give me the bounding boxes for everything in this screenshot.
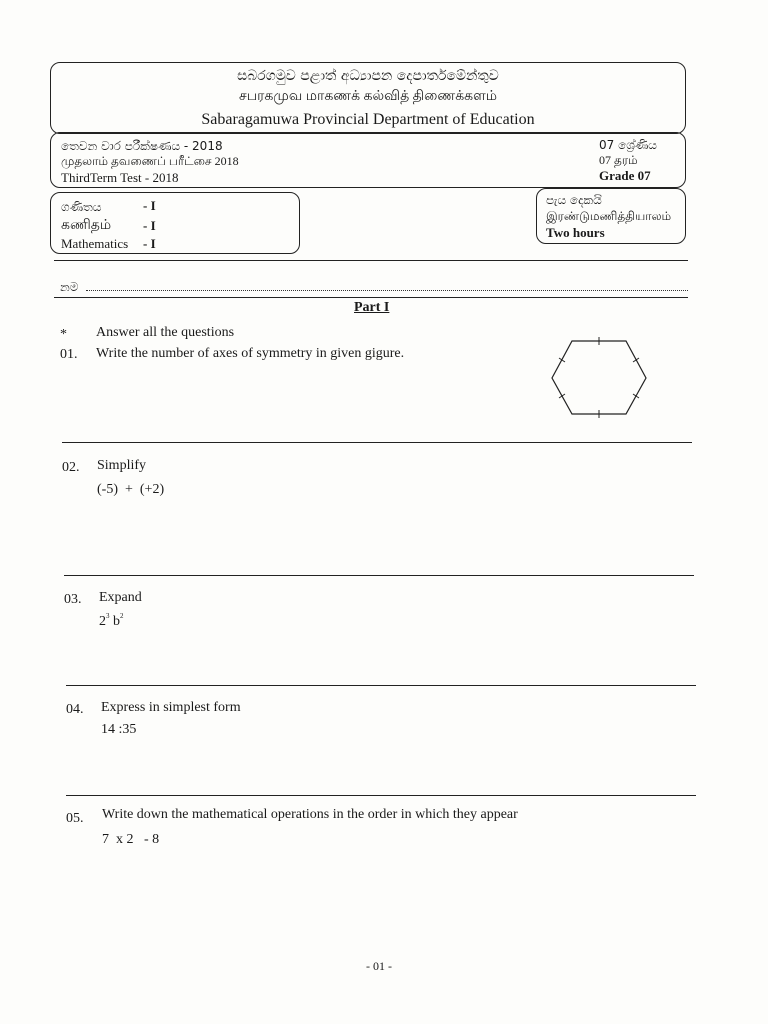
subject-sinhala-part: - I — [143, 198, 156, 213]
test-info-box — [50, 132, 686, 188]
header-english: Sabaragamuwa Provincial Department of Education — [201, 111, 535, 128]
question-expr-5: 7 x 2 - 8 — [102, 832, 160, 847]
expr-exponent-2: 2 — [120, 612, 124, 620]
duration-english: Two hours — [546, 225, 605, 240]
question-text-3: Expand — [99, 590, 142, 605]
grade-sinhala: 07 ශ්‍රේණිය — [599, 138, 657, 152]
subject-english: Mathematics — [61, 236, 129, 251]
subject-tamil-part: - I — [143, 218, 156, 233]
question-text-5: Write down the mathematical operations in the order in which they appear — [102, 807, 518, 822]
subject-box — [50, 192, 300, 254]
name-label: නම — [60, 280, 79, 294]
answer-line-2 — [64, 575, 694, 576]
header-rule-top — [54, 260, 688, 261]
question-number-4: 04. — [66, 702, 84, 717]
question-text-1: Write the number of axes of symmetry in given gigure. — [96, 346, 405, 361]
test-info-tamil: முதலாம் தவணைப் பரீட்சை 2018 — [61, 154, 239, 168]
header-sinhala: සබරගමුව පළාත් අධ්‍යාපන දෙපාර්තමේන්තුව — [237, 68, 499, 84]
header-rule-bottom — [54, 297, 688, 298]
duration-box — [536, 188, 686, 244]
subject-sinhala: ගණිතය — [61, 200, 102, 214]
question-number-1: 01. — [60, 347, 78, 362]
question-expr-4: 14 :35 — [101, 722, 137, 737]
instruction-text: Answer all the questions — [96, 325, 235, 340]
page-number: - 01 - — [366, 959, 392, 973]
duration-tamil: இரண்டுமணித்தியாலம் — [546, 209, 672, 223]
test-info-sinhala: තෙවන වාර පරීක්ෂණය - 2018 — [61, 139, 223, 153]
question-number-5: 05. — [66, 811, 84, 826]
question-expr-3 — [99, 612, 124, 630]
question-text-4: Express in simplest form — [101, 700, 241, 715]
hexagon-shape — [552, 341, 646, 414]
expr-base-2: b — [113, 614, 120, 629]
grade-tamil: 07 தரம் — [599, 153, 638, 167]
subject-tamil: கணிதம் — [61, 218, 112, 233]
name-field[interactable] — [86, 290, 688, 291]
expr-exponent-1: 3 — [106, 612, 110, 620]
subject-english-part: - I — [143, 236, 156, 251]
question-number-3: 03. — [64, 592, 82, 607]
answer-line-3 — [66, 685, 696, 686]
expr-base-1: 2 — [99, 614, 106, 629]
header-tamil: சபரகமுவ மாகணக் கல்வித் திணைக்களம் — [238, 89, 498, 104]
answer-line-1 — [62, 442, 692, 443]
part-title: Part I — [354, 300, 390, 315]
answer-line-4 — [66, 795, 696, 796]
question-number-2: 02. — [62, 460, 80, 475]
question-expr-2: (-5) + (+2) — [97, 482, 165, 497]
instruction-bullet: * — [60, 327, 67, 342]
question-text-2: Simplify — [97, 458, 147, 473]
grade-english: Grade 07 — [599, 168, 651, 183]
duration-sinhala: පැය දෙකයි — [546, 193, 602, 207]
title-box — [50, 62, 686, 134]
test-info-english: ThirdTerm Test - 2018 — [61, 170, 179, 185]
hexagon-figure — [546, 336, 650, 422]
